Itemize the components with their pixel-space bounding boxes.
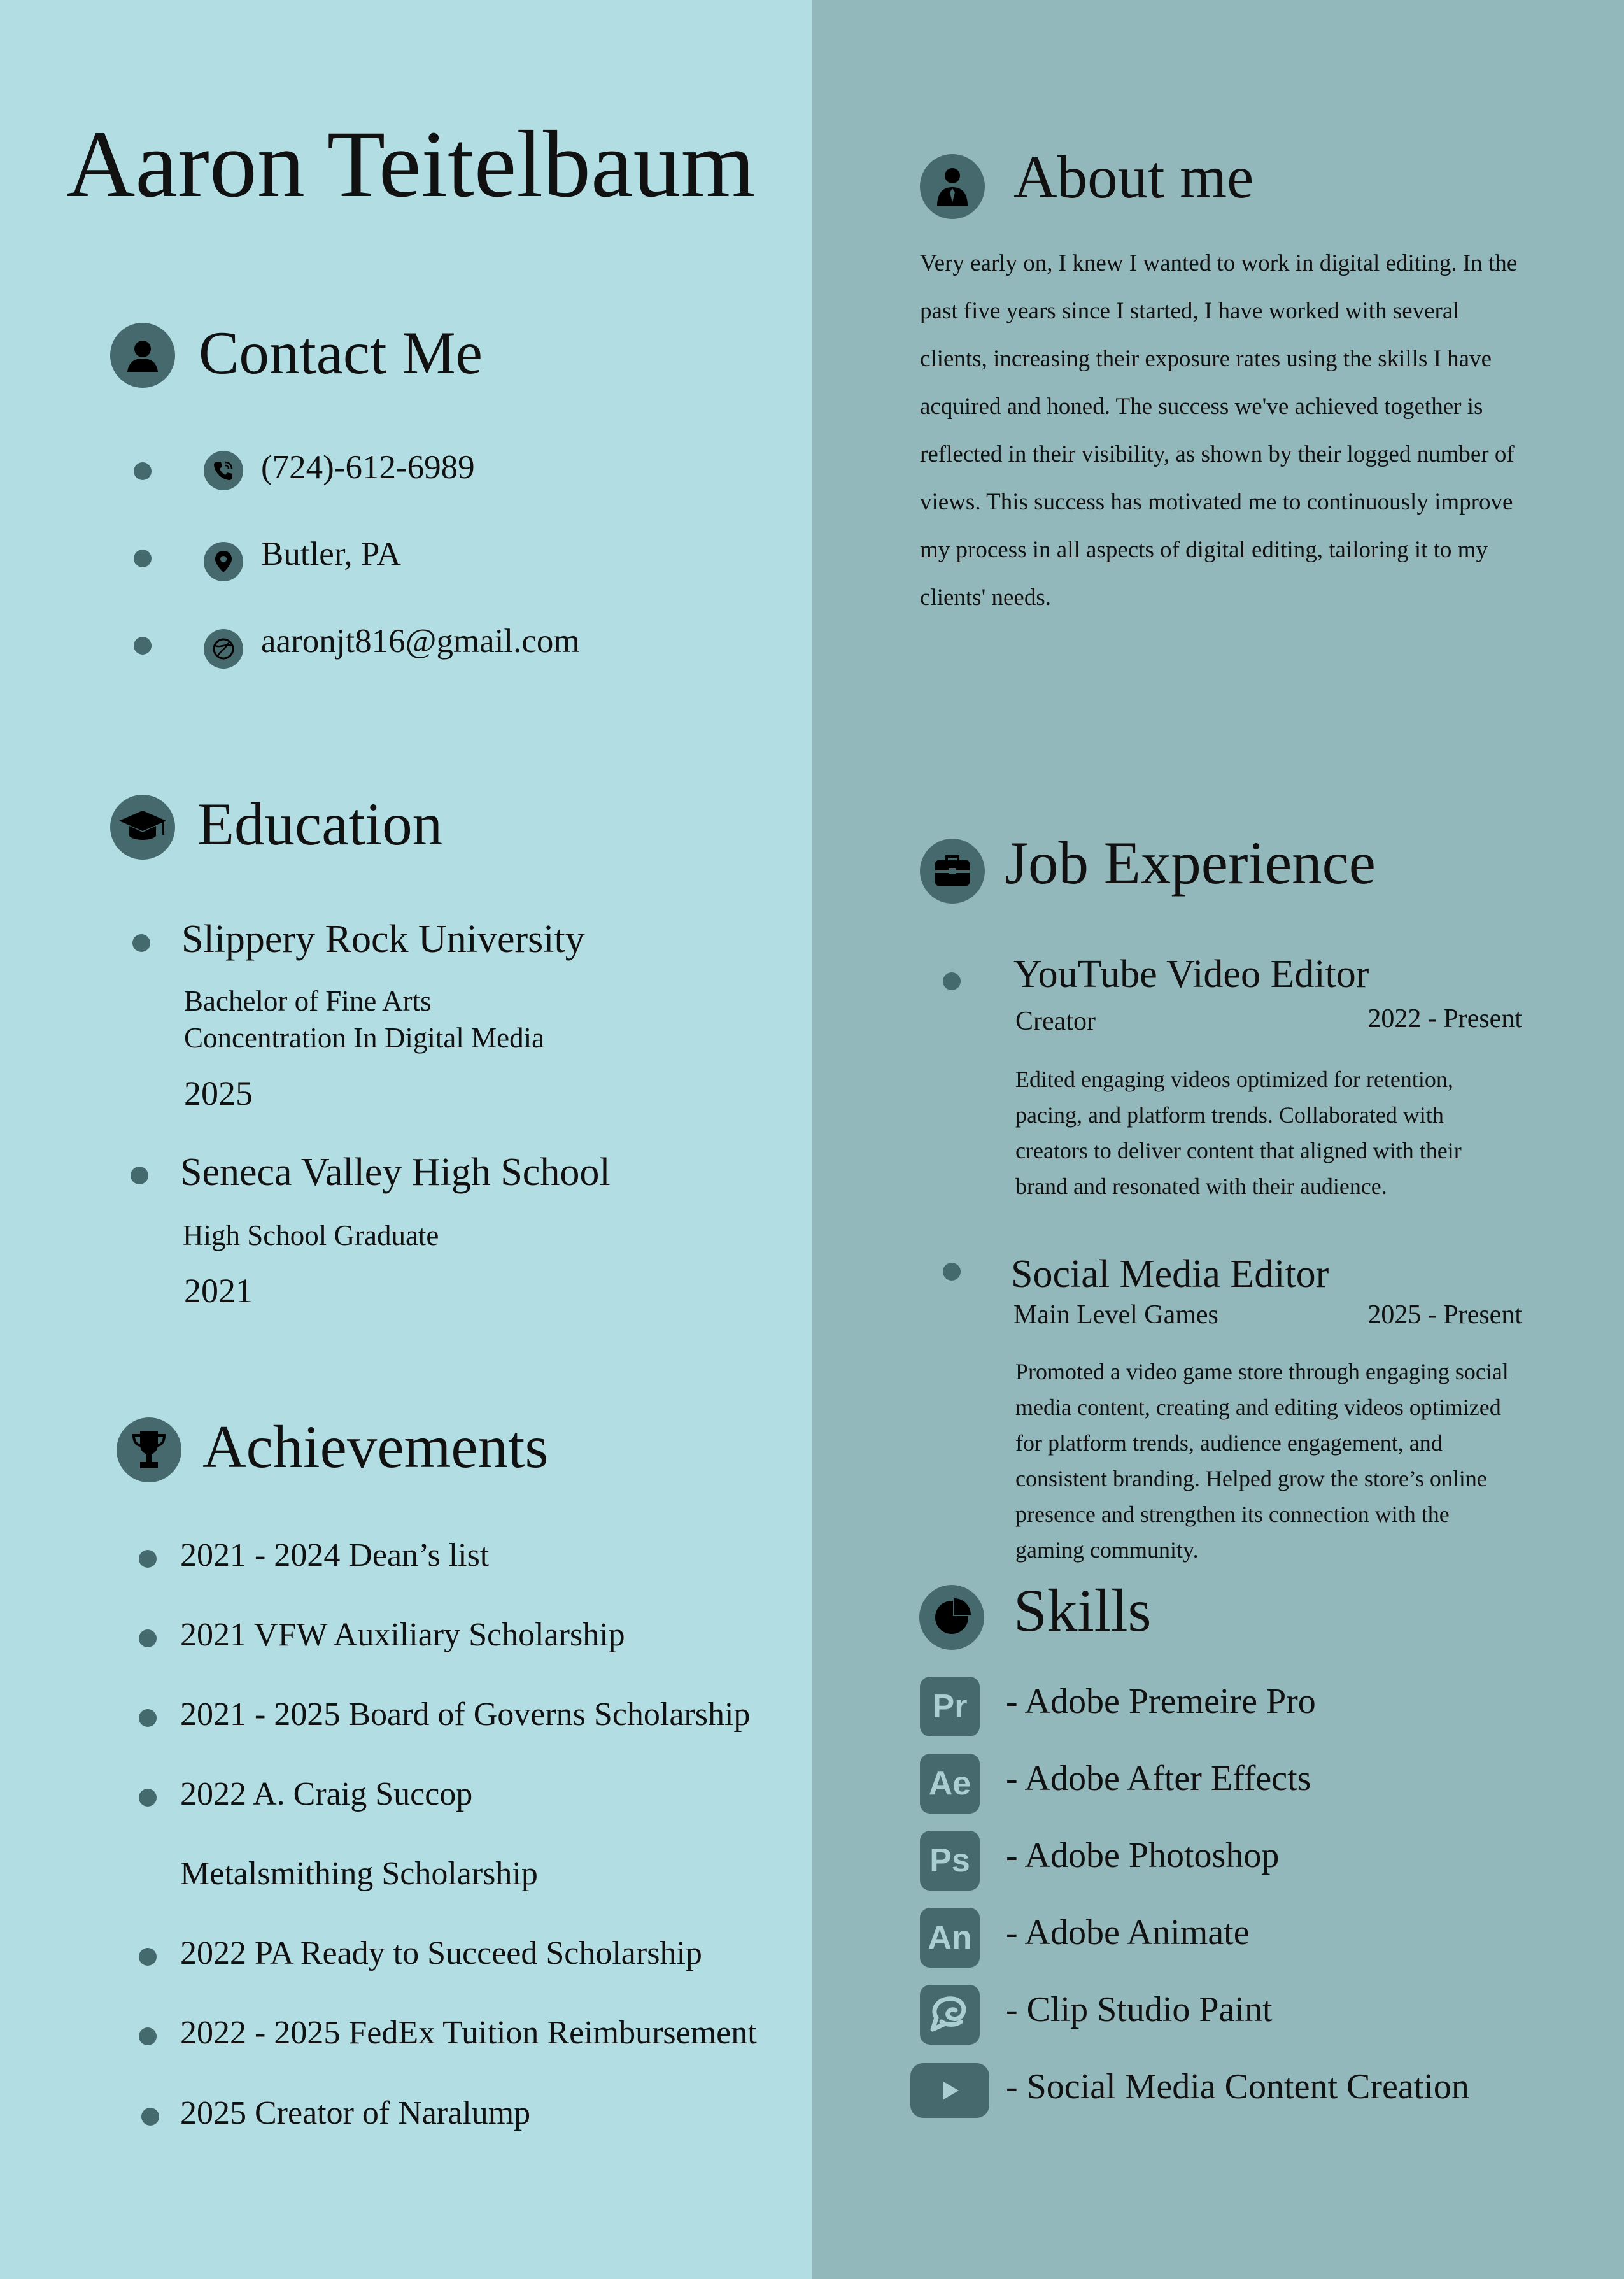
achievement-item: 2022 PA Ready to Succeed Scholarship [180, 1935, 702, 1971]
achievement-item: 2021 - 2025 Board of Governs Scholarship [180, 1696, 751, 1733]
skill-label: - Adobe Animate [1006, 1913, 1250, 1952]
education-year: 2021 [184, 1272, 253, 1310]
bullet [139, 2027, 157, 2045]
photoshop-icon: Ps [920, 1831, 980, 1891]
contact-email[interactable]: aaronjt816@gmail.com [261, 623, 580, 660]
education-school: Seneca Valley High School [180, 1151, 611, 1194]
businessman-icon [920, 154, 985, 219]
premiere-pro-icon: Pr [920, 1677, 980, 1736]
bullet [141, 2108, 159, 2126]
job-experience-title: Job Experience [1005, 829, 1376, 897]
achievements-title: Achievements [202, 1413, 549, 1480]
contact-title: Contact Me [199, 319, 483, 387]
bullet [134, 550, 152, 567]
youtube-icon [910, 2063, 989, 2118]
contact-location: Butler, PA [261, 536, 401, 572]
job-description: Edited engaging videos optimized for retention, pacing, and platform trends. Collaborated with creators to deliver content that aligned with their brand and resonated with their audience. [1015, 1067, 1462, 1199]
animate-icon: An [920, 1908, 980, 1968]
bullet [139, 1550, 157, 1568]
contact-phone: (724)-612-6989 [261, 449, 475, 486]
education-year: 2025 [184, 1074, 253, 1112]
achievement-item: 2022 - 2025 FedEx Tuition Reimbursement [180, 2015, 757, 2051]
bullet [134, 637, 152, 655]
bullet [139, 1789, 157, 1807]
after-effects-icon: Ae [920, 1754, 980, 1814]
education-concentration: Concentration In Digital Media [184, 1022, 545, 1054]
education-degree: High School Graduate [183, 1219, 439, 1251]
skill-label: - Clip Studio Paint [1006, 1990, 1273, 2029]
job-dates: 2025 - Present [1367, 1300, 1522, 1330]
bullet [139, 1948, 157, 1966]
skill-label: - Social Media Content Creation [1006, 2067, 1469, 2106]
resume-name: Aaron Teitelbaum [66, 111, 756, 217]
bullet [131, 1167, 148, 1184]
about-title: About me [1013, 143, 1254, 211]
globe-icon [204, 629, 243, 669]
skill-label: - Adobe After Effects [1006, 1759, 1311, 1798]
bullet [139, 1629, 157, 1647]
achievement-item: 2021 - 2024 Dean’s list [180, 1537, 490, 1573]
job-title: YouTube Video Editor [1013, 953, 1369, 996]
achievement-item-continued: Metalsmithing Scholarship [180, 1856, 538, 1892]
achievement-item: 2021 VFW Auxiliary Scholarship [180, 1617, 625, 1653]
job-title: Social Media Editor [1011, 1253, 1329, 1296]
bullet [134, 462, 152, 480]
job-dates: 2022 - Present [1367, 1004, 1522, 1033]
briefcase-icon [920, 839, 985, 904]
pie-chart-icon [919, 1585, 984, 1650]
job-company: Creator [1015, 1007, 1096, 1036]
skill-label: - Adobe Photoshop [1006, 1836, 1280, 1875]
person-icon [110, 323, 175, 388]
achievement-item: 2025 Creator of Naralump [180, 2095, 531, 2131]
clip-studio-paint-icon [920, 1985, 980, 2045]
education-title: Education [197, 790, 443, 858]
skill-label: - Adobe Premeire Pro [1006, 1682, 1316, 1721]
skills-title: Skills [1013, 1577, 1152, 1644]
about-text: Very early on, I knew I wanted to work in digital editing. In the past five years since I started, I have worked with several clients, increasing their exposure rates using the skills I have acquired and honed. The success we've achieved together is reflected in their visibility, as shown by their logged number of views. This success has motivated me to continuously improve my process in all aspects of digital editing, tailoring it to my clients' needs. [920, 250, 1518, 611]
location-pin-icon [204, 542, 243, 581]
achievement-item: 2022 A. Craig Succop [180, 1776, 473, 1812]
education-school: Slippery Rock University [181, 918, 585, 961]
bullet [132, 934, 150, 952]
bullet [139, 1709, 157, 1727]
bullet [943, 972, 961, 990]
job-company: Main Level Games [1013, 1300, 1218, 1330]
bullet [943, 1263, 961, 1281]
phone-icon [204, 451, 243, 490]
job-description: Promoted a video game store through engaging social media content, creating and editing videos optimized for platform trends, audience engagement, and consistent branding. Helped grow the store’s online presence and strengthen its connection with the gaming community. [1015, 1359, 1509, 1563]
education-degree: Bachelor of Fine Arts [184, 985, 432, 1017]
graduation-cap-icon [110, 795, 175, 860]
trophy-icon [117, 1417, 181, 1482]
